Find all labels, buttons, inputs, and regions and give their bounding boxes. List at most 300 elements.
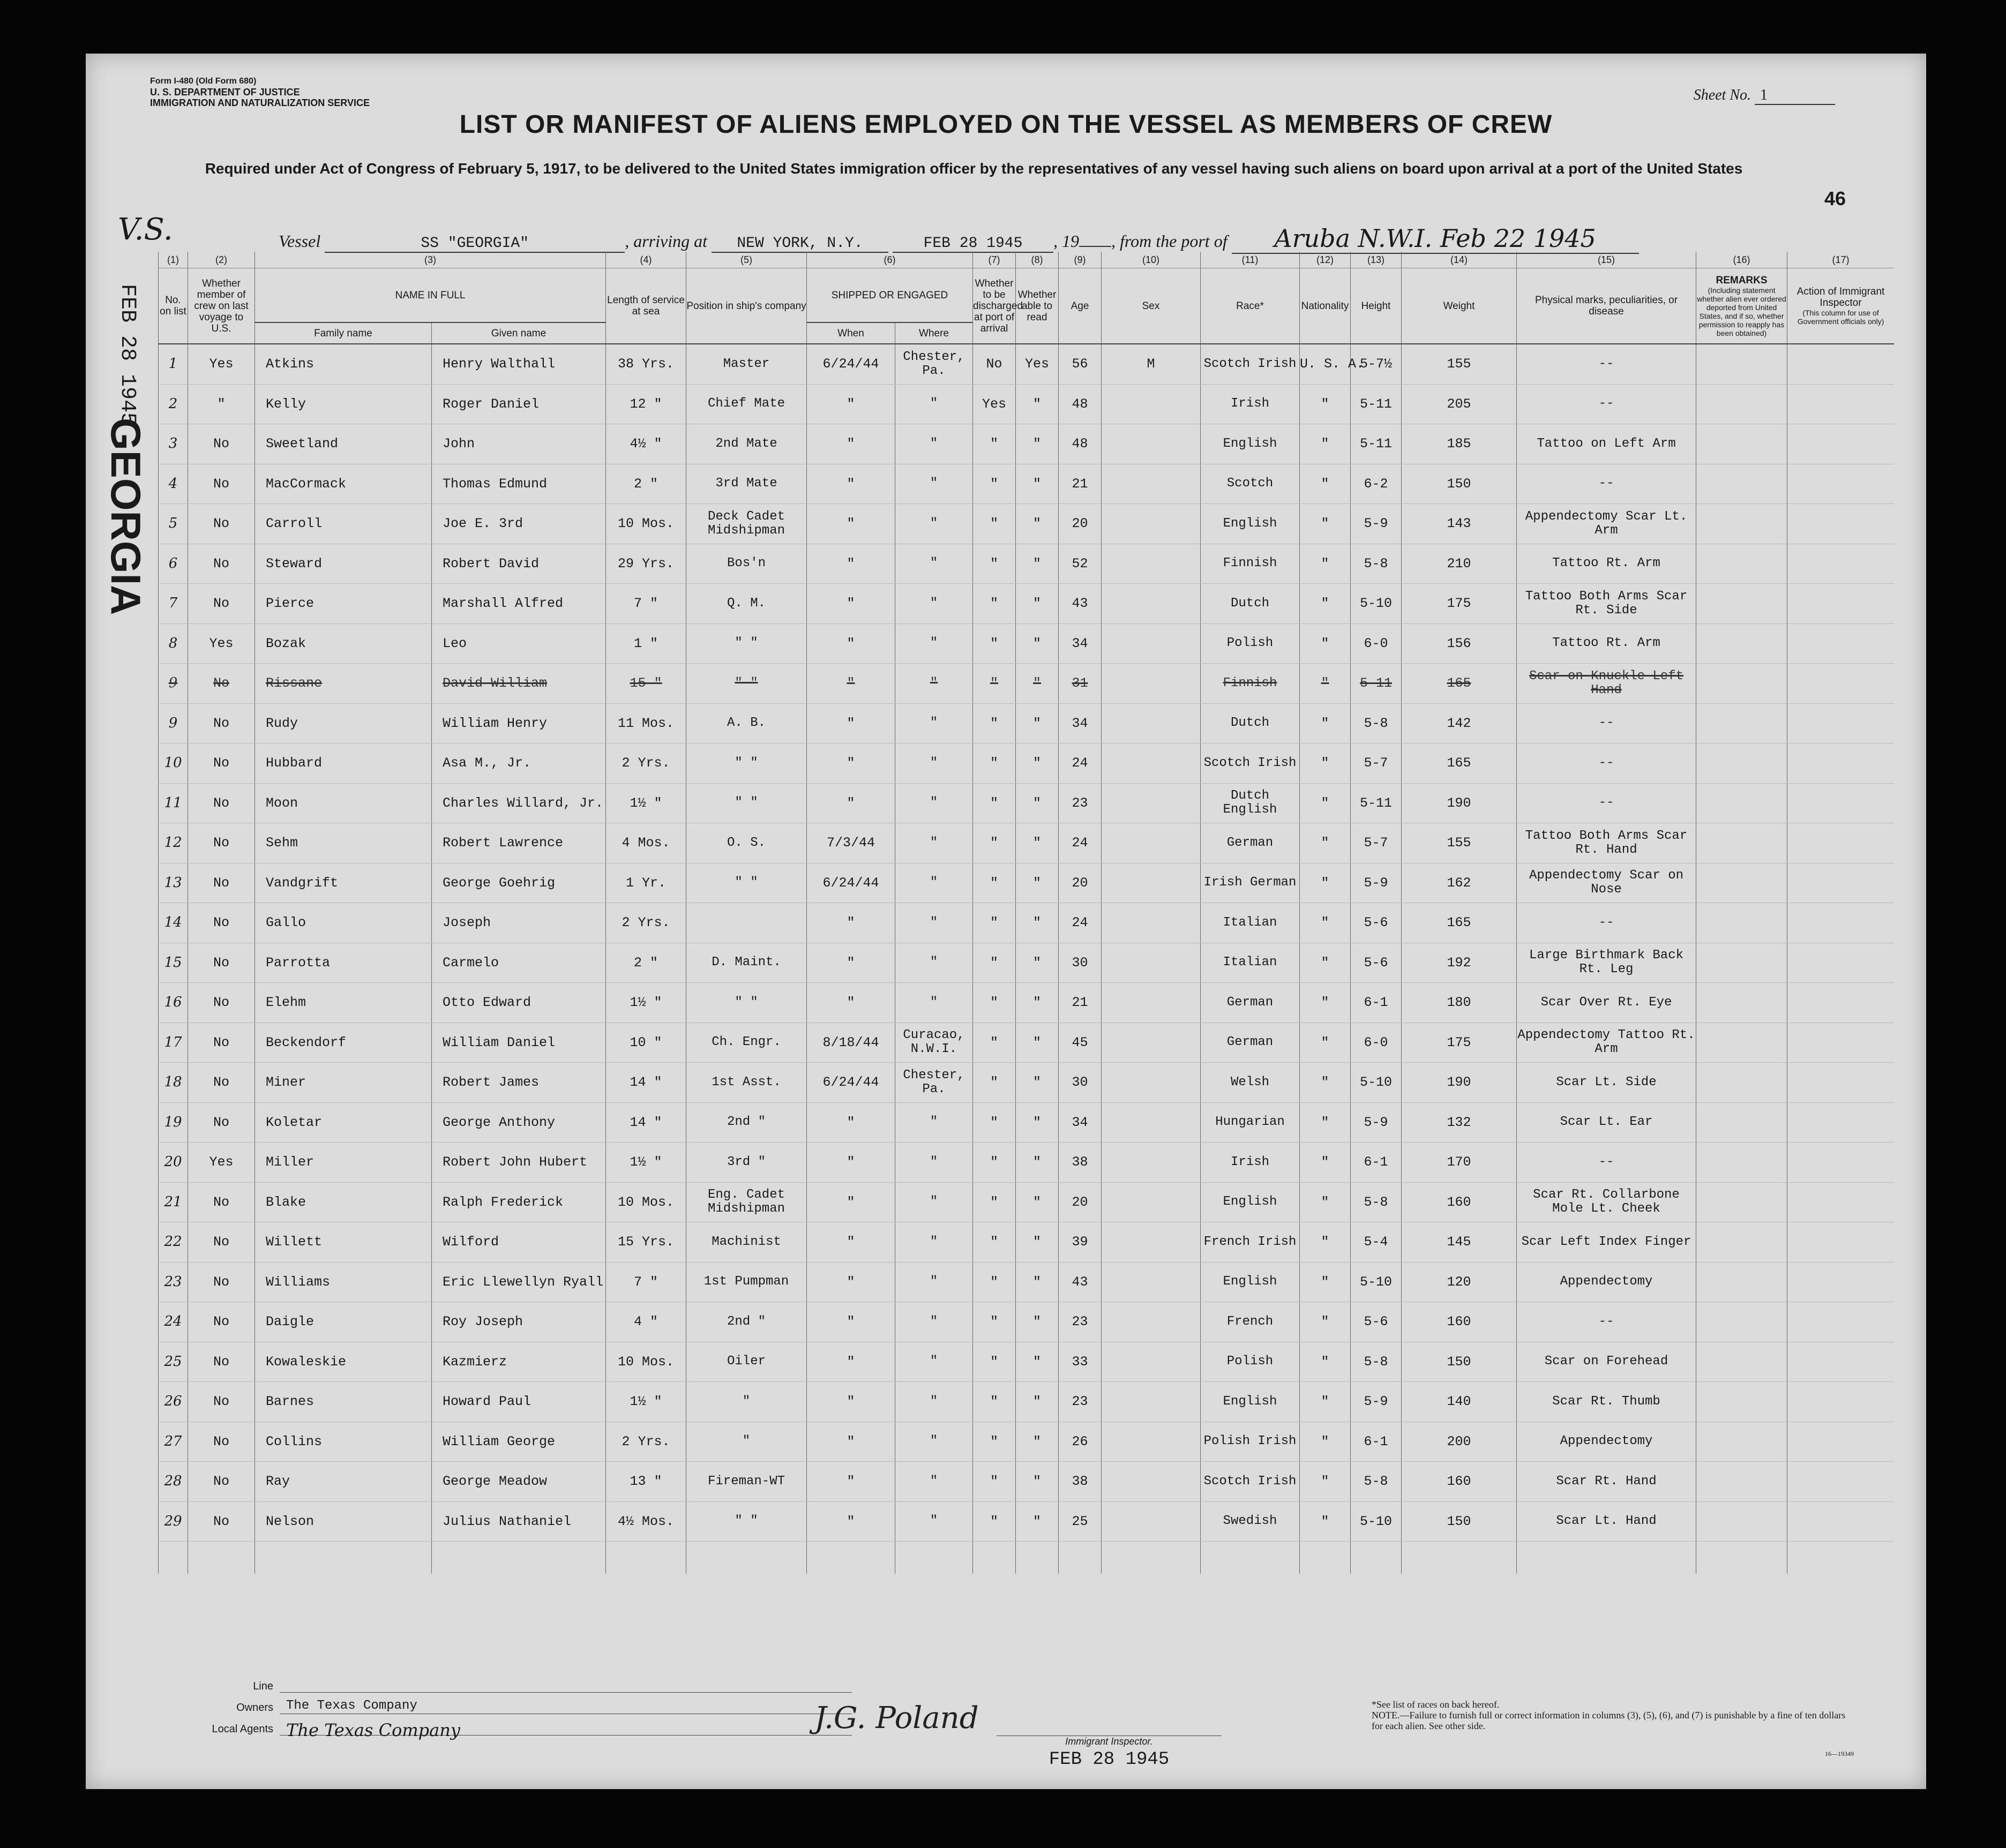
cell-nationality: " — [1300, 504, 1351, 544]
cell-row-number: 24 — [159, 1302, 188, 1342]
cell-physical-marks: Tattoo Rt. Arm — [1517, 544, 1696, 584]
header-prior-voyage: Whether member of crew on last voyage to U.S. — [188, 268, 255, 344]
cell-shipped-when: " — [807, 903, 895, 943]
cell-to-be-discharged: " — [973, 743, 1016, 784]
cell-weight: 142 — [1402, 703, 1517, 743]
cell-weight: 162 — [1402, 863, 1517, 903]
cell-position: " " — [686, 664, 807, 704]
cell-given-name: Thomas Edmund — [432, 464, 606, 504]
cell-inspector-action — [1787, 1182, 1895, 1222]
col-num: (17) — [1787, 252, 1895, 268]
cell-position: " — [686, 1422, 807, 1462]
cell-prior-voyage: Yes — [188, 1143, 255, 1183]
cell-physical-marks: Tattoo Rt. Arm — [1517, 623, 1696, 664]
cell-prior-voyage: No — [188, 1462, 255, 1502]
cell-shipped-where: " — [895, 943, 973, 983]
cell-weight: 175 — [1402, 1023, 1517, 1063]
cell-able-to-read: " — [1016, 783, 1059, 823]
cell-physical-marks: -- — [1517, 384, 1696, 424]
cell-inspector-action — [1787, 623, 1895, 664]
table-row — [159, 1023, 1895, 1063]
cell-length-service: 1 Yr. — [606, 863, 686, 903]
cell-physical-marks: Tattoo Both Arms Scar Rt. Hand — [1517, 823, 1696, 863]
cell-height: 5-11 — [1351, 783, 1402, 823]
cell-weight: 185 — [1402, 424, 1517, 464]
cell-physical-marks: -- — [1517, 743, 1696, 784]
cell-height: 5-11 — [1351, 424, 1402, 464]
cell-shipped-when: " — [807, 1501, 895, 1542]
cell-family-name: Nelson — [255, 1501, 432, 1542]
cell-position: Q. M. — [686, 584, 807, 624]
cell-shipped-when: " — [807, 384, 895, 424]
cell-family-name: Beckendorf — [255, 1023, 432, 1063]
cell-shipped-when: " — [807, 1143, 895, 1183]
cell-inspector-action — [1787, 1382, 1895, 1422]
crew-manifest-table — [158, 252, 1894, 1574]
cell-to-be-discharged: " — [973, 584, 1016, 624]
cell-length-service: 2 Yrs. — [606, 743, 686, 784]
cell-race: Scotch Irish — [1201, 344, 1300, 384]
cell-shipped-when: " — [807, 464, 895, 504]
cell-to-be-discharged: " — [973, 504, 1016, 544]
form-code: 16—19349 — [1825, 1750, 1854, 1757]
cell-remarks — [1696, 1182, 1787, 1222]
cell-weight: 145 — [1402, 1222, 1517, 1263]
cell-position: 2nd Mate — [686, 424, 807, 464]
cell-inspector-action — [1787, 504, 1895, 544]
header-action — [1787, 268, 1895, 344]
cell-given-name: Howard Paul — [432, 1382, 606, 1422]
header-discharged: Whether to be discharged at port of arrival — [973, 268, 1016, 344]
cell-nationality: " — [1300, 1063, 1351, 1103]
cell-position: Deck Cadet Midshipman — [686, 504, 807, 544]
cell-physical-marks: Tattoo Both Arms Scar Rt. Side — [1517, 584, 1696, 624]
cell-given-name: Henry Walthall — [432, 344, 606, 384]
cell-able-to-read: " — [1016, 384, 1059, 424]
header-sex: Sex — [1102, 268, 1201, 344]
cell-age: 56 — [1059, 344, 1102, 384]
cell-race: Dutch — [1201, 703, 1300, 743]
margin-date-stamp: FEB 28 1945 — [115, 284, 139, 426]
cell-inspector-action — [1787, 823, 1895, 863]
cell-physical-marks: Scar Rt. Hand — [1517, 1462, 1696, 1502]
cell-height: 5-9 — [1351, 504, 1402, 544]
cell-shipped-where: " — [895, 863, 973, 903]
cell-nationality: " — [1300, 743, 1351, 784]
cell-row-number: 17 — [159, 1023, 188, 1063]
cell-blank — [686, 1542, 807, 1574]
cell-to-be-discharged: " — [973, 1302, 1016, 1342]
cell-remarks — [1696, 1382, 1787, 1422]
cell-inspector-action — [1787, 1302, 1895, 1342]
cell-remarks — [1696, 743, 1787, 784]
cell-height: 5-9 — [1351, 1102, 1402, 1143]
table-row — [159, 344, 1895, 384]
vessel-label: Vessel — [279, 231, 321, 251]
table-row — [159, 1501, 1895, 1542]
cell-row-number: 5 — [159, 504, 188, 544]
header-action-title: Action of Immigrant Inspector — [1797, 286, 1885, 309]
cell-nationality: " — [1300, 1143, 1351, 1183]
page-number: 46 — [1824, 187, 1846, 209]
cell-age: 39 — [1059, 1222, 1102, 1263]
header-action-note: (This column for use of Government officials only) — [1797, 309, 1884, 326]
cell-family-name: Daigle — [255, 1302, 432, 1342]
cell-shipped-when: " — [807, 703, 895, 743]
cell-nationality: " — [1300, 823, 1351, 863]
table-row — [159, 983, 1895, 1023]
cell-shipped-where: " — [895, 664, 973, 704]
cell-position: Ch. Engr. — [686, 1023, 807, 1063]
cell-age: 38 — [1059, 1462, 1102, 1502]
cell-inspector-action — [1787, 1143, 1895, 1183]
cell-to-be-discharged: " — [973, 703, 1016, 743]
cell-nationality: " — [1300, 983, 1351, 1023]
col-num: (16) — [1696, 252, 1787, 268]
cell-physical-marks: -- — [1517, 903, 1696, 943]
table-row — [159, 903, 1895, 943]
cell-position: 1st Asst. — [686, 1063, 807, 1103]
form-header — [150, 76, 370, 108]
footer-agents-row — [209, 1714, 852, 1740]
cell-sex — [1102, 424, 1201, 464]
cell-to-be-discharged: " — [973, 1222, 1016, 1263]
col-num: (6) — [807, 252, 973, 268]
cell-row-number: 10 — [159, 743, 188, 784]
cell-able-to-read: " — [1016, 1222, 1059, 1263]
cell-given-name: Robert Lawrence — [432, 823, 606, 863]
cell-position: Eng. Cadet Midshipman — [686, 1182, 807, 1222]
cell-shipped-where: " — [895, 424, 973, 464]
cell-blank — [1102, 1542, 1201, 1574]
cell-given-name: Carmelo — [432, 943, 606, 983]
cell-race: Irish German — [1201, 863, 1300, 903]
footer-line-row — [209, 1671, 852, 1693]
cell-family-name: Pierce — [255, 584, 432, 624]
cell-able-to-read: " — [1016, 1063, 1059, 1103]
cell-position: " " — [686, 983, 807, 1023]
cell-nationality: " — [1300, 384, 1351, 424]
cell-to-be-discharged: " — [973, 544, 1016, 584]
cell-sex — [1102, 544, 1201, 584]
cell-blank — [1787, 1542, 1895, 1574]
cell-to-be-discharged: " — [973, 1422, 1016, 1462]
cell-sex — [1102, 1501, 1201, 1542]
cell-position: 2nd " — [686, 1102, 807, 1143]
cell-remarks — [1696, 703, 1787, 743]
cell-given-name: Asa M., Jr. — [432, 743, 606, 784]
col-num: (9) — [1059, 252, 1102, 268]
cell-remarks — [1696, 544, 1787, 584]
cell-given-name: Wilford — [432, 1222, 606, 1263]
line-label: Line — [253, 1680, 273, 1692]
cell-nationality: " — [1300, 623, 1351, 664]
cell-row-number: 23 — [159, 1262, 188, 1302]
col-num: (8) — [1016, 252, 1059, 268]
cell-physical-marks: Appendectomy — [1517, 1262, 1696, 1302]
cell-shipped-where: " — [895, 703, 973, 743]
cell-to-be-discharged: " — [973, 1501, 1016, 1542]
cell-to-be-discharged: " — [973, 1102, 1016, 1143]
cell-shipped-where: " — [895, 504, 973, 544]
agents-label: Local Agents — [212, 1723, 273, 1735]
cell-family-name: Rudy — [255, 703, 432, 743]
cell-remarks — [1696, 424, 1787, 464]
cell-sex — [1102, 783, 1201, 823]
cell-to-be-discharged: " — [973, 863, 1016, 903]
cell-shipped-when: " — [807, 1182, 895, 1222]
cell-remarks — [1696, 464, 1787, 504]
cell-prior-voyage: No — [188, 943, 255, 983]
cell-height: 6-1 — [1351, 1422, 1402, 1462]
cell-family-name: Elehm — [255, 983, 432, 1023]
table-row — [159, 384, 1895, 424]
cell-to-be-discharged: " — [973, 464, 1016, 504]
cell-length-service: 10 Mos. — [606, 504, 686, 544]
cell-weight: 192 — [1402, 943, 1517, 983]
cell-nationality: " — [1300, 1501, 1351, 1542]
cell-age: 43 — [1059, 584, 1102, 624]
cell-inspector-action — [1787, 1342, 1895, 1382]
cell-row-number: 6 — [159, 544, 188, 584]
cell-shipped-where: " — [895, 1422, 973, 1462]
cell-race: Polish — [1201, 1342, 1300, 1382]
cell-nationality: " — [1300, 1023, 1351, 1063]
cell-shipped-where: " — [895, 743, 973, 784]
cell-shipped-when: " — [807, 943, 895, 983]
cell-physical-marks: Scar Rt. Collarbone Mole Lt. Cheek — [1517, 1182, 1696, 1222]
cell-able-to-read: " — [1016, 943, 1059, 983]
cell-given-name: Eric Llewellyn Ryall — [432, 1262, 606, 1302]
cell-to-be-discharged: " — [973, 1262, 1016, 1302]
cell-physical-marks: Large Birthmark Back Rt. Leg — [1517, 943, 1696, 983]
cell-length-service: 1½ " — [606, 783, 686, 823]
table-row — [159, 464, 1895, 504]
cell-family-name: Williams — [255, 1262, 432, 1302]
cell-physical-marks: Scar Lt. Hand — [1517, 1501, 1696, 1542]
header-able-read: Whether able to read — [1016, 268, 1059, 344]
header-family-name: Family name — [255, 322, 432, 344]
cell-blank — [432, 1542, 606, 1574]
cell-family-name: Bozak — [255, 623, 432, 664]
header-no-on-list: No. on list — [159, 268, 188, 344]
cell-shipped-when: " — [807, 1422, 895, 1462]
cell-row-number: 18 — [159, 1063, 188, 1103]
cell-nationality: " — [1300, 1182, 1351, 1222]
cell-prior-voyage: No — [188, 424, 255, 464]
cell-shipped-where: " — [895, 623, 973, 664]
year-blank — [1079, 246, 1111, 247]
cell-shipped-when: 6/24/44 — [807, 1063, 895, 1103]
cell-row-number: 25 — [159, 1342, 188, 1382]
cell-shipped-where: " — [895, 384, 973, 424]
cell-remarks — [1696, 903, 1787, 943]
cell-inspector-action — [1787, 863, 1895, 903]
cell-prior-voyage: Yes — [188, 623, 255, 664]
cell-nationality: " — [1300, 863, 1351, 903]
col-num: (13) — [1351, 252, 1402, 268]
table-row — [159, 743, 1895, 784]
sheet-number — [1694, 87, 1835, 105]
cell-able-to-read: " — [1016, 1501, 1059, 1542]
cell-able-to-read: " — [1016, 664, 1059, 704]
cell-family-name: Rissane — [255, 664, 432, 704]
cell-blank — [1300, 1542, 1351, 1574]
cell-age: 30 — [1059, 1063, 1102, 1103]
agents-value: The Texas Company — [280, 1720, 852, 1736]
from-port-label: , from the port of — [1111, 231, 1227, 251]
vessel-name: SS "GEORGIA" — [325, 235, 625, 253]
cell-family-name: Parrotta — [255, 943, 432, 983]
cell-age: 45 — [1059, 1023, 1102, 1063]
inspector-block — [997, 1736, 1222, 1770]
cell-race: Hungarian — [1201, 1102, 1300, 1143]
cell-blank — [606, 1542, 686, 1574]
cell-able-to-read: " — [1016, 1182, 1059, 1222]
cell-shipped-where: " — [895, 1102, 973, 1143]
cell-age: 33 — [1059, 1342, 1102, 1382]
cell-blank — [807, 1542, 895, 1574]
cell-position: O. S. — [686, 823, 807, 863]
cell-length-service: 14 " — [606, 1063, 686, 1103]
cell-shipped-where: " — [895, 1302, 973, 1342]
cell-age: 24 — [1059, 743, 1102, 784]
cell-weight: 190 — [1402, 783, 1517, 823]
cell-given-name: Marshall Alfred — [432, 584, 606, 624]
cell-to-be-discharged: " — [973, 1023, 1016, 1063]
cell-sex — [1102, 1342, 1201, 1382]
cell-race: Polish — [1201, 623, 1300, 664]
cell-position: Oiler — [686, 1342, 807, 1382]
cell-race: English — [1201, 424, 1300, 464]
cell-to-be-discharged: " — [973, 943, 1016, 983]
cell-length-service: 10 " — [606, 1023, 686, 1063]
col-num: (2) — [188, 252, 255, 268]
cell-shipped-where: Curacao, N.W.I. — [895, 1023, 973, 1063]
cell-prior-voyage: No — [188, 664, 255, 704]
table-row — [159, 623, 1895, 664]
cell-race: Finnish — [1201, 544, 1300, 584]
cell-race: Irish — [1201, 384, 1300, 424]
cell-height: 5-8 — [1351, 1342, 1402, 1382]
cell-physical-marks: Scar Rt. Thumb — [1517, 1382, 1696, 1422]
cell-nationality: " — [1300, 1382, 1351, 1422]
cell-length-service: 2 " — [606, 464, 686, 504]
cell-race: Dutch — [1201, 584, 1300, 624]
cell-length-service: 2 Yrs. — [606, 903, 686, 943]
cell-given-name: Robert John Hubert — [432, 1143, 606, 1183]
cell-height: 6-2 — [1351, 464, 1402, 504]
cell-given-name: Joseph — [432, 903, 606, 943]
cell-physical-marks: Scar Left Index Finger — [1517, 1222, 1696, 1263]
cell-nationality: U. S. A. — [1300, 344, 1351, 384]
cell-physical-marks: -- — [1517, 1143, 1696, 1183]
cell-family-name: Collins — [255, 1422, 432, 1462]
cell-inspector-action — [1787, 1063, 1895, 1103]
cell-sex — [1102, 384, 1201, 424]
cell-height: 5-7½ — [1351, 344, 1402, 384]
cell-able-to-read: " — [1016, 584, 1059, 624]
cell-sex — [1102, 623, 1201, 664]
cell-height: 6-0 — [1351, 1023, 1402, 1063]
cell-prior-voyage: " — [188, 384, 255, 424]
cell-given-name: Julius Nathaniel — [432, 1501, 606, 1542]
cell-shipped-when: " — [807, 1222, 895, 1263]
cell-row-number: 27 — [159, 1422, 188, 1462]
cell-nationality: " — [1300, 544, 1351, 584]
cell-physical-marks: Appendectomy Scar Lt. Arm — [1517, 504, 1696, 544]
col-num: (3) — [255, 252, 606, 268]
cell-weight: 160 — [1402, 1182, 1517, 1222]
cell-height: 5-8 — [1351, 703, 1402, 743]
cell-race: Irish — [1201, 1143, 1300, 1183]
col-num: (4) — [606, 252, 686, 268]
arrival-date-stamp: FEB 28 1945 — [893, 235, 1053, 253]
cell-family-name: Barnes — [255, 1382, 432, 1422]
cell-blank — [1351, 1542, 1402, 1574]
cell-remarks — [1696, 783, 1787, 823]
cell-prior-voyage: No — [188, 903, 255, 943]
cell-height: 6-1 — [1351, 1143, 1402, 1183]
cell-sex — [1102, 943, 1201, 983]
table-row — [159, 1102, 1895, 1143]
cell-shipped-when: " — [807, 424, 895, 464]
cell-row-number: 2 — [159, 384, 188, 424]
cell-to-be-discharged: " — [973, 1063, 1016, 1103]
cell-remarks — [1696, 1462, 1787, 1502]
cell-able-to-read: " — [1016, 1342, 1059, 1382]
cell-given-name: John — [432, 424, 606, 464]
cell-age: 21 — [1059, 983, 1102, 1023]
cell-able-to-read: " — [1016, 424, 1059, 464]
cell-shipped-where: " — [895, 823, 973, 863]
cell-shipped-where: " — [895, 783, 973, 823]
table-row — [159, 1462, 1895, 1502]
cell-family-name: Sweetland — [255, 424, 432, 464]
cell-shipped-when: " — [807, 664, 895, 704]
cell-shipped-where: " — [895, 1143, 973, 1183]
cell-sex — [1102, 664, 1201, 704]
table-row — [159, 424, 1895, 464]
cell-position: " " — [686, 743, 807, 784]
cell-remarks — [1696, 1102, 1787, 1143]
cell-blank — [1059, 1542, 1102, 1574]
cell-family-name: Sehm — [255, 823, 432, 863]
cell-shipped-when: " — [807, 1342, 895, 1382]
cell-inspector-action — [1787, 783, 1895, 823]
cell-physical-marks: -- — [1517, 1302, 1696, 1342]
cell-shipped-when: 6/24/44 — [807, 344, 895, 384]
cell-family-name: Miner — [255, 1063, 432, 1103]
document-subtitle: Required under Act of Congress of February 5, 1917, to be delivered to the United States immigration officer by the representatives of any vessel having such aliens on board upon arrival at a port of the United States — [205, 160, 1743, 177]
sheet-number-value: 1 — [1755, 87, 1835, 105]
cell-family-name: Koletar — [255, 1102, 432, 1143]
cell-race: Scotch — [1201, 464, 1300, 504]
cell-shipped-where: " — [895, 584, 973, 624]
cell-family-name: Hubbard — [255, 743, 432, 784]
table-row — [159, 504, 1895, 544]
header-nationality: Nationality — [1300, 268, 1351, 344]
cell-inspector-action — [1787, 1262, 1895, 1302]
table-row — [159, 1222, 1895, 1263]
cell-height: 5-11 — [1351, 384, 1402, 424]
cell-height: 5-6 — [1351, 943, 1402, 983]
cell-row-number: 16 — [159, 983, 188, 1023]
cell-race: Finnish — [1201, 664, 1300, 704]
cell-physical-marks: Appendectomy Scar on Nose — [1517, 863, 1696, 903]
cell-age: 38 — [1059, 1143, 1102, 1183]
header-remarks — [1696, 268, 1787, 344]
